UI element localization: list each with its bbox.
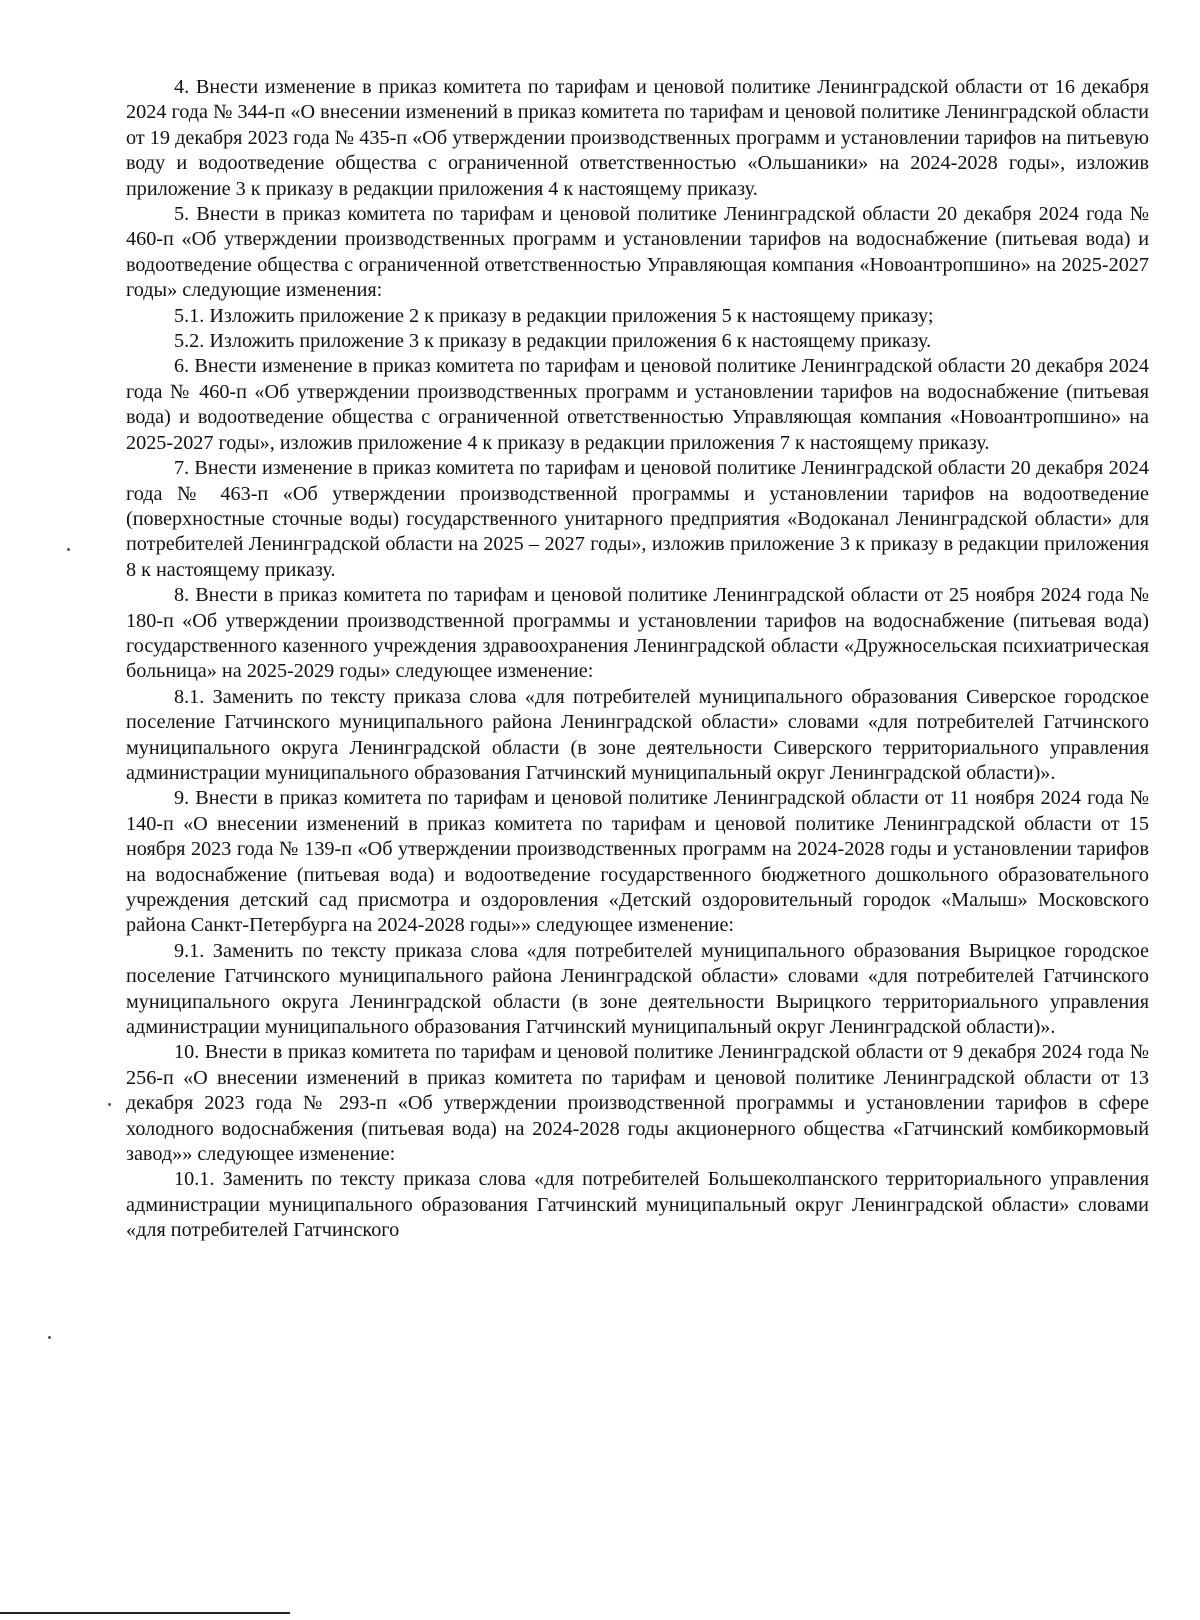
- paragraph-5-2: 5.2. Изложить приложение 3 к приказу в редакции приложения 6 к настоящему приказу.: [174, 330, 932, 353]
- scan-speck: [108, 1103, 111, 1106]
- scan-speck: [67, 548, 70, 551]
- bottom-scan-line: [0, 1612, 290, 1614]
- paragraph-4: 4. Внести изменение в приказ комитета по тарифам и ценовой политике Ленинградской области от 16 декабря 2024 года № 344-п «О внесении изменений в приказ комитета по тарифам и ценовой политике Ленинградской области от 19 декабря 2023 года № 435-п «Об утверждении производственных программ и установлении тарифов на питьевую воду и водоотведение общества с ограниченной ответственностью «Ольшаники» на 2024-2028 годы», изложив приложение 3 к приказу в редакции приложения 4 к настоящему приказу.: [126, 76, 1149, 200]
- paragraph-9: 9. Внести в приказ комитета по тарифам и ценовой политике Ленинградской области от 11 ноября 2024 года № 140-п «О внесении изменений в приказ комитета по тарифам и ценовой политике Ленинградской области от 15 ноября 2023 года № 139-п «Об утверждении производственных программ на 2024-2028 годы и установлении тарифов на водоснабжение (питьевая вода) и водоотведение государственного бюджетного дошкольного образовательного учреждения детский сад присмотра и оздоровления «Детский оздоровительный городок «Малыш» Московского района Санкт-Петербурга на 2024-2028 годы»» следующее изменение:: [126, 787, 1149, 937]
- paragraph-5-1: 5.1. Изложить приложение 2 к приказу в редакции приложения 5 к настоящему приказу;: [174, 304, 934, 327]
- paragraph-7: 7. Внести изменение в приказ комитета по тарифам и ценовой политике Ленинградской области 20 декабря 2024 года № 463-п «Об утверждении производственной программы и установлении тарифов на водоотведение (поверхностные сточные воды) государственного унитарного предприятия «Водоканал Ленинградской области» для потребителей Ленинградской области на 2025 – 2027 годы», изложив приложение 3 к приказу в редакции приложения 8 к настоящему приказу.: [126, 457, 1149, 581]
- paragraph-9-1: 9.1. Заменить по тексту приказа слова «для потребителей муниципального образования Вырицкое городское поселение Гатчинского муниципального района Ленинградской области» словами «для потребителей Гатчинского муниципального округа Ленинградской области (в зоне деятельности Вырицкого территориального управления администрации муниципального образования Гатчинский муниципальный округ Ленинградской области)».: [126, 939, 1149, 1039]
- paragraph-10: 10. Внести в приказ комитета по тарифам и ценовой политике Ленинградской области от 9 декабря 2024 года № 256-п «О внесении изменений в приказ комитета по тарифам и ценовой политике Ленинградской области от 13 декабря 2023 года № 293-п «Об утверждении производственной программы и установлении тарифов в сфере холодного водоснабжения (питьевая вода) на 2024-2028 годы акционерного общества «Гатчинский комбикормовый завод»» следующее изменение:: [126, 1041, 1149, 1166]
- paragraph-8-1: 8.1. Заменить по тексту приказа слова «для потребителей муниципального образования Сиверское городское поселение Гатчинского муниципального района Ленинградской области» словами «для потребителей Гатчинского муниципального округа Ленинградской области (в зоне деятельности Сиверского территориального управления администрации муниципального образования Гатчинский муниципальный округ Ленинградской области)».: [126, 685, 1149, 784]
- paragraph-8: 8. Внести в приказ комитета по тарифам и ценовой политике Ленинградской области от 25 ноября 2024 года № 180-п «Об утверждении производственной программы и установлении тарифов на водоснабжение (питьевая вода) государственного казенного учреждения здравоохранения Ленинградской области «Дружносельская психиатрическая больница» на 2025-2029 годы» следующее изменение:: [126, 584, 1149, 683]
- paragraph-10-1: 10.1. Заменить по тексту приказа слова «для потребителей Большеколпанского территориального управления администрации муниципального образования Гатчинский муниципальный округ Ленинградской области» словами «для потребителей Гатчинского: [126, 1168, 1149, 1242]
- paragraph-6: 6. Внести изменение в приказ комитета по тарифам и ценовой политике Ленинградской области 20 декабря 2024 года № 460-п «Об утверждении производственных программ и установлении тарифов на водоснабжение (питьевая вода) и водоотведение общества с ограниченной ответственностью Управляющая компания «Новоантропшино» на 2025-2027 годы», изложив приложение 4 к приказу в редакции приложения 7 к настоящему приказу.: [126, 355, 1149, 454]
- scan-speck: [48, 1336, 51, 1339]
- paragraph-5: 5. Внести в приказ комитета по тарифам и ценовой политике Ленинградской области 20 декабря 2024 года № 460-п «Об утверждении производственных программ и установлении тарифов на водоснабжение (питьевая вода) и водоотведение общества с ограниченной ответственностью Управляющая компания «Новоантропшино» на 2025-2027 годы» следующие изменения:: [126, 203, 1149, 302]
- document-body: [126, 75, 1149, 1244]
